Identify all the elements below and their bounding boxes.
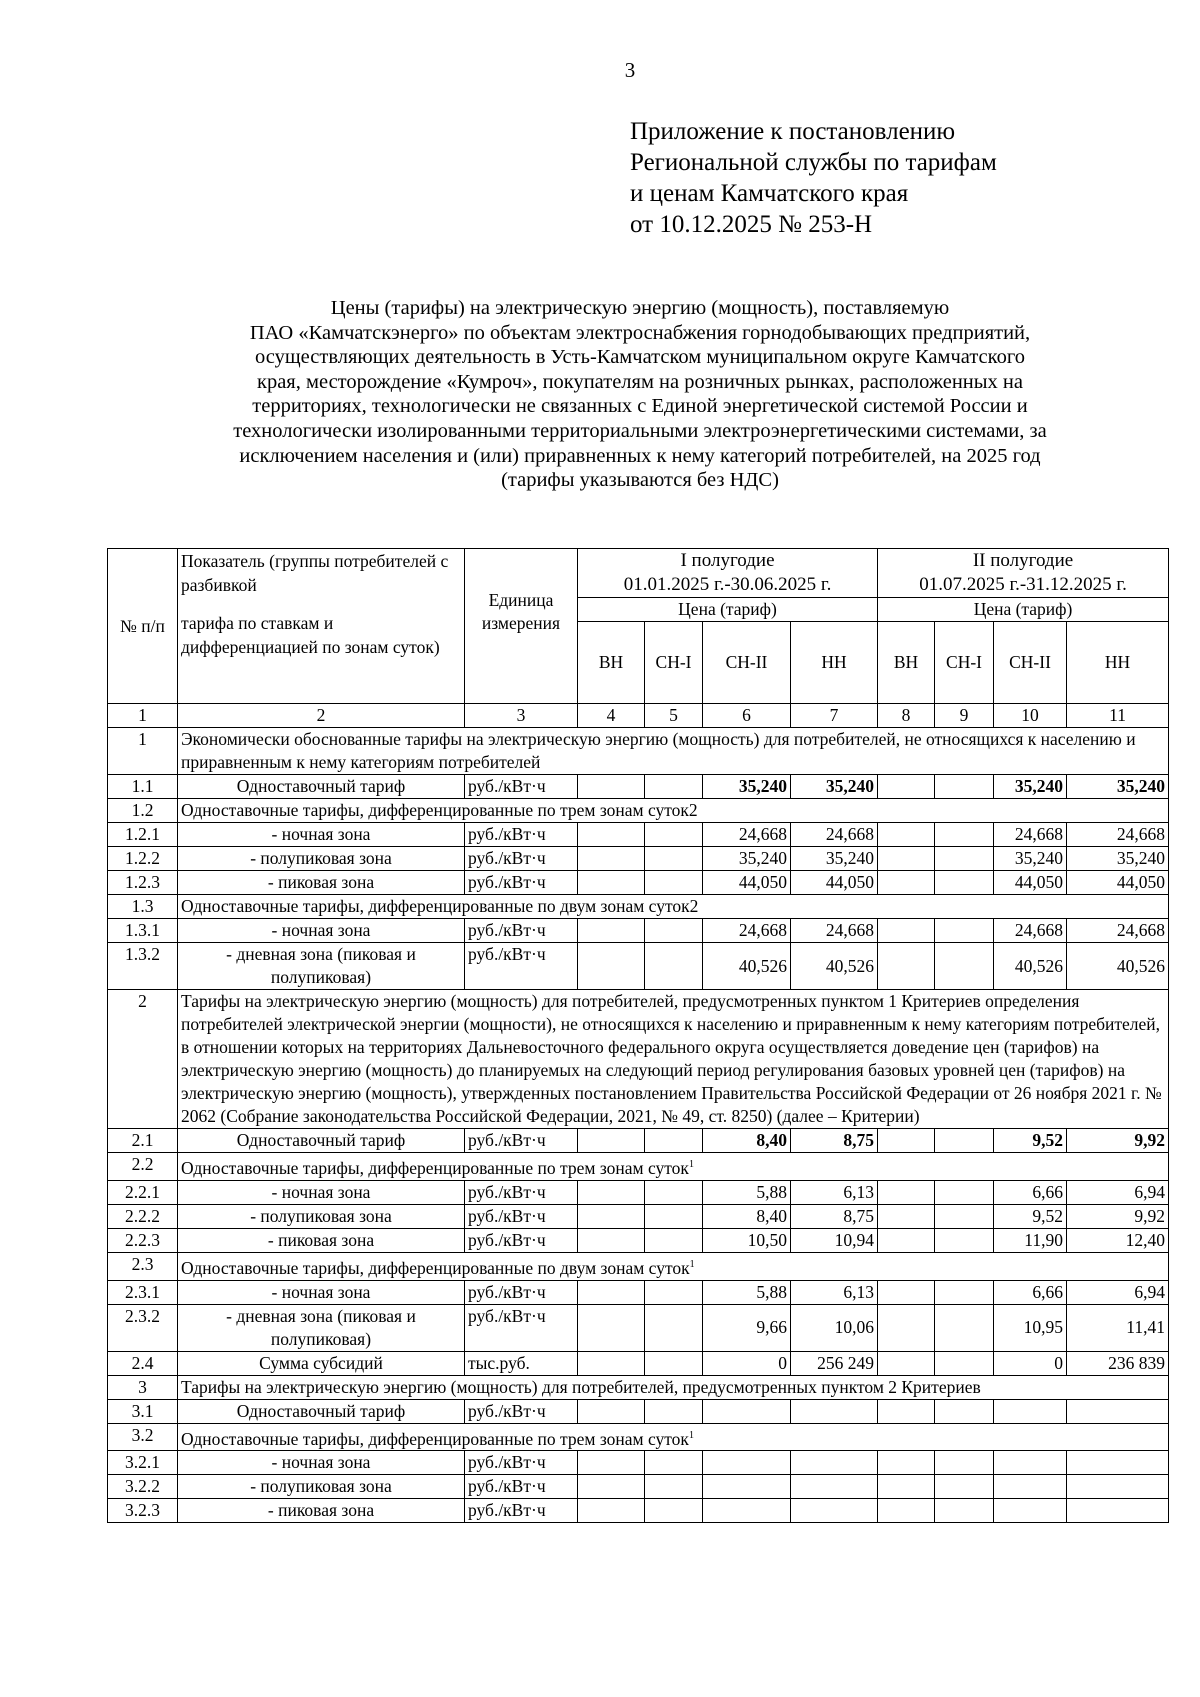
price-cell	[645, 919, 703, 943]
title-line: Цены (тарифы) на электрическую энергию (мощность), поставляемую	[330, 297, 950, 319]
section-text-content: Одноставочные тарифы, дифференцированные по трем зонам суток2	[181, 800, 698, 820]
price-cell: 40,526	[703, 943, 791, 990]
header-num: № п/п	[108, 549, 178, 704]
price-cell	[935, 1129, 994, 1153]
section-text	[178, 799, 1169, 823]
section-text-content: Одноставочные тарифы, дифференцированные по трем зонам суток	[181, 1428, 689, 1449]
half2-period: II полугодие	[972, 550, 1074, 571]
price-cell	[645, 1204, 703, 1228]
price-cell: 35,240	[791, 847, 878, 871]
price-cell	[703, 1451, 791, 1475]
row-number: 2.2.2	[108, 1204, 178, 1228]
price-cell: 44,050	[1067, 871, 1169, 895]
price-cell	[791, 1399, 878, 1423]
title-line: осуществляющих деятельность в Усть-Камчатском муниципальном округе Камчатского	[255, 346, 1025, 369]
row-number: 3.1	[108, 1399, 178, 1423]
price-cell	[703, 1499, 791, 1523]
footnote-marker: 1	[689, 1258, 695, 1270]
row-number: 2.2	[108, 1153, 178, 1181]
section-text-content: Тарифы на электрическую энергию (мощность) для потребителей, предусмотренных пунктом 2 Критериев	[181, 1376, 981, 1397]
indicator-name: - ночная зона	[178, 1451, 465, 1475]
row-number: 1.2	[108, 799, 178, 823]
half1-dates: 01.01.2025 г.-30.06.2025 г.	[623, 574, 832, 595]
price-cell: 6,13	[791, 1180, 878, 1204]
column-number: 11	[1067, 704, 1169, 728]
row-number: 3.2.2	[108, 1475, 178, 1499]
indicator-name: - пиковая зона	[178, 1228, 465, 1252]
title-line: (тарифы указываются без НДС)	[501, 469, 779, 492]
section-row	[108, 895, 1169, 919]
indicator-name: - дневная зона (пиковая и полупиковая)	[178, 943, 465, 990]
price-cell	[878, 871, 935, 895]
price-cell	[878, 1499, 935, 1523]
section-text-content: Одноставочные тарифы, дифференцированные по трем зонам суток	[181, 1157, 689, 1178]
price-cell: 0	[994, 1351, 1067, 1375]
price-cell	[994, 1475, 1067, 1499]
price-cell: 0	[703, 1351, 791, 1375]
row-number: 3.2.1	[108, 1451, 178, 1475]
price-cell: 8,75	[791, 1204, 878, 1228]
appendix-line: Региональной службы по тарифам	[630, 149, 997, 176]
price-cell	[935, 1280, 994, 1304]
price-cell: 24,668	[791, 823, 878, 847]
price-cell	[878, 1280, 935, 1304]
table-row	[108, 1475, 1169, 1499]
price-cell	[578, 1180, 645, 1204]
row-number: 1.3.1	[108, 919, 178, 943]
price-cell	[645, 943, 703, 990]
header-price-2: Цена (тариф)	[878, 598, 1169, 622]
header-level: ВН	[578, 622, 645, 704]
tariff-table	[107, 548, 1169, 1523]
half2-dates: 01.07.2025 г.-31.12.2025 г.	[919, 574, 1127, 595]
price-cell	[703, 1399, 791, 1423]
price-cell	[878, 1180, 935, 1204]
table-row	[108, 1351, 1169, 1375]
row-number: 2.1	[108, 1129, 178, 1153]
title-line: исключением населения и (или) приравненных к нему категорий потребителей, на 2025 год	[239, 444, 1041, 467]
unit: руб./кВт·ч	[465, 943, 578, 990]
column-number: 6	[703, 704, 791, 728]
section-text	[178, 990, 1169, 1129]
price-cell	[578, 1399, 645, 1423]
price-cell	[878, 919, 935, 943]
price-cell	[578, 1475, 645, 1499]
indicator-name: Одноставочный тариф	[178, 775, 465, 799]
price-cell	[578, 823, 645, 847]
header-level: НН	[1067, 622, 1169, 704]
row-number: 2.2.3	[108, 1228, 178, 1252]
price-cell: 6,66	[994, 1180, 1067, 1204]
price-cell: 6,13	[791, 1280, 878, 1304]
table-row	[108, 1451, 1169, 1475]
price-cell: 10,06	[791, 1304, 878, 1351]
price-cell	[578, 871, 645, 895]
unit: руб./кВт·ч	[465, 871, 578, 895]
column-number: 7	[791, 704, 878, 728]
indicator-name: Одноставочный тариф	[178, 1399, 465, 1423]
footnote-marker: 1	[688, 1159, 694, 1170]
price-cell	[645, 1304, 703, 1351]
price-cell	[935, 1351, 994, 1375]
price-cell	[935, 1475, 994, 1499]
price-cell	[935, 775, 994, 799]
title-line: территориях, технологически не связанных с Единой энергетической системой России и	[252, 395, 1028, 418]
price-cell	[645, 1499, 703, 1523]
price-cell: 12,40	[1067, 1228, 1169, 1252]
header-level: СН-I	[935, 622, 994, 704]
header-level: СН-II	[703, 622, 791, 704]
price-cell	[791, 1475, 878, 1499]
indicator-name: - дневная зона (пиковая и полупиковая)	[178, 1304, 465, 1351]
price-cell	[578, 1228, 645, 1252]
price-cell	[1067, 1399, 1169, 1423]
unit: руб./кВт·ч	[465, 1180, 578, 1204]
indicator-name: - полупиковая зона	[178, 1475, 465, 1499]
unit: руб./кВт·ч	[465, 823, 578, 847]
header-level: СН-I	[645, 622, 703, 704]
table-row	[108, 1129, 1169, 1153]
price-cell: 35,240	[994, 847, 1067, 871]
price-cell: 35,240	[1067, 847, 1169, 871]
price-cell	[935, 943, 994, 990]
price-cell	[578, 1280, 645, 1304]
half1-period: I полугодие	[680, 550, 775, 571]
price-cell: 35,240	[703, 775, 791, 799]
row-number: 2.3	[108, 1252, 178, 1280]
row-number: 3.2.3	[108, 1499, 178, 1523]
price-cell: 8,40	[703, 1129, 791, 1153]
row-number: 1.1	[108, 775, 178, 799]
unit: руб./кВт·ч	[465, 1499, 578, 1523]
row-number: 1.3.2	[108, 943, 178, 990]
indicator-name: - пиковая зона	[178, 871, 465, 895]
price-cell	[935, 1499, 994, 1523]
price-cell	[578, 1351, 645, 1375]
price-cell: 35,240	[994, 775, 1067, 799]
price-cell: 24,668	[994, 919, 1067, 943]
price-cell	[994, 1499, 1067, 1523]
section-text	[178, 1252, 1169, 1280]
price-cell: 24,668	[791, 919, 878, 943]
section-text	[178, 1153, 1169, 1181]
price-cell: 11,90	[994, 1228, 1067, 1252]
price-cell	[791, 1451, 878, 1475]
column-number: 8	[878, 704, 935, 728]
row-number: 2.4	[108, 1351, 178, 1375]
row-number: 1.2.2	[108, 847, 178, 871]
table-row	[108, 1499, 1169, 1523]
table-row	[108, 919, 1169, 943]
price-cell: 8,40	[703, 1204, 791, 1228]
indicator-name: Одноставочный тариф	[178, 1129, 465, 1153]
price-cell	[935, 1451, 994, 1475]
price-cell	[994, 1451, 1067, 1475]
price-cell	[578, 919, 645, 943]
table-row	[108, 1304, 1169, 1351]
price-cell	[578, 943, 645, 990]
title-line: края, месторождение «Кумроч», покупателям на розничных рынках, расположенных на	[257, 370, 1023, 393]
price-cell: 24,668	[703, 919, 791, 943]
column-number: 1	[108, 704, 178, 728]
price-cell	[878, 1451, 935, 1475]
price-cell	[645, 847, 703, 871]
price-cell	[645, 1180, 703, 1204]
row-number: 1	[108, 728, 178, 775]
table-row	[108, 775, 1169, 799]
header-level: ВН	[878, 622, 935, 704]
price-cell: 44,050	[994, 871, 1067, 895]
section-text-content: Экономически обоснованные тарифы на электрическую энергию (мощность) для потребителей, не относящихся к населению и приравненным к нему категориям потребителей	[181, 729, 1136, 772]
price-cell	[645, 1228, 703, 1252]
section-text	[178, 1375, 1169, 1399]
header-level: СН-II	[994, 622, 1067, 704]
section-row	[108, 728, 1169, 775]
unit: тыс.руб.	[465, 1351, 578, 1375]
unit: руб./кВт·ч	[465, 1228, 578, 1252]
header-unit: Единица измерения	[465, 549, 578, 704]
indicator-name: - пиковая зона	[178, 1499, 465, 1523]
price-cell	[878, 1475, 935, 1499]
appendix-heading	[630, 116, 997, 240]
document-title	[120, 296, 1160, 493]
price-cell	[578, 775, 645, 799]
row-number: 3.2	[108, 1423, 178, 1451]
table-row	[108, 823, 1169, 847]
table-row	[108, 1280, 1169, 1304]
section-text	[178, 728, 1169, 775]
price-cell	[878, 1351, 935, 1375]
column-number: 4	[578, 704, 645, 728]
row-number: 2.3.1	[108, 1280, 178, 1304]
indicator-name: - ночная зона	[178, 1280, 465, 1304]
price-cell	[1067, 1499, 1169, 1523]
price-cell: 35,240	[703, 847, 791, 871]
price-cell: 9,66	[703, 1304, 791, 1351]
price-cell: 10,50	[703, 1228, 791, 1252]
section-text	[178, 1423, 1169, 1451]
section-row	[108, 1423, 1169, 1451]
row-number: 1.2.1	[108, 823, 178, 847]
column-number: 10	[994, 704, 1067, 728]
price-cell: 10,94	[791, 1228, 878, 1252]
price-cell: 11,41	[1067, 1304, 1169, 1351]
header-indicator	[178, 549, 465, 704]
section-text-content: Одноставочные тарифы, дифференцированные по двум зонам суток2	[181, 896, 699, 916]
table-row	[108, 943, 1169, 990]
row-number: 3	[108, 1375, 178, 1399]
unit: руб./кВт·ч	[465, 1280, 578, 1304]
price-cell	[878, 1204, 935, 1228]
price-cell: 24,668	[994, 823, 1067, 847]
price-cell	[645, 1129, 703, 1153]
price-cell	[935, 1180, 994, 1204]
header-indicator-line2: тарифа по ставкам и дифференциацией по зонам суток)	[181, 613, 440, 657]
column-number: 5	[645, 704, 703, 728]
appendix-line: Приложение к постановлению	[630, 118, 956, 145]
price-cell: 9,52	[994, 1129, 1067, 1153]
page-number: 3	[624, 58, 636, 82]
price-cell: 35,240	[1067, 775, 1169, 799]
price-cell: 24,668	[1067, 823, 1169, 847]
price-cell: 24,668	[1067, 919, 1169, 943]
price-cell	[1067, 1451, 1169, 1475]
price-cell: 236 839	[1067, 1351, 1169, 1375]
price-cell	[878, 943, 935, 990]
price-cell: 6,66	[994, 1280, 1067, 1304]
appendix-line: от 10.12.2025 № 253-Н	[630, 211, 873, 238]
price-cell	[1067, 1475, 1169, 1499]
price-cell	[878, 1228, 935, 1252]
price-cell	[878, 1399, 935, 1423]
price-cell: 5,88	[703, 1180, 791, 1204]
price-cell	[935, 1399, 994, 1423]
table-row	[108, 847, 1169, 871]
section-row	[108, 1375, 1169, 1399]
table-row	[108, 1228, 1169, 1252]
header-price-1: Цена (тариф)	[578, 598, 878, 622]
price-cell	[935, 1228, 994, 1252]
header-half2	[878, 549, 1169, 598]
price-cell: 40,526	[1067, 943, 1169, 990]
price-cell	[935, 919, 994, 943]
price-cell	[645, 871, 703, 895]
price-cell	[578, 847, 645, 871]
price-cell	[878, 1129, 935, 1153]
price-cell: 10,95	[994, 1304, 1067, 1351]
price-cell: 6,94	[1067, 1280, 1169, 1304]
row-number: 2.2.1	[108, 1180, 178, 1204]
unit: руб./кВт·ч	[465, 1304, 578, 1351]
price-cell	[645, 1280, 703, 1304]
unit: руб./кВт·ч	[465, 1399, 578, 1423]
unit: руб./кВт·ч	[465, 1451, 578, 1475]
price-cell	[578, 1499, 645, 1523]
price-cell: 40,526	[994, 943, 1067, 990]
appendix-line: и ценам Камчатского края	[630, 180, 909, 207]
price-cell	[578, 1129, 645, 1153]
header-half1	[578, 549, 878, 598]
price-cell: 44,050	[703, 871, 791, 895]
price-cell	[703, 1475, 791, 1499]
section-row	[108, 799, 1169, 823]
unit: руб./кВт·ч	[465, 1475, 578, 1499]
row-number: 1.2.3	[108, 871, 178, 895]
unit: руб./кВт·ч	[465, 1204, 578, 1228]
table-row	[108, 871, 1169, 895]
footnote-marker: 1	[688, 1429, 694, 1441]
price-cell: 8,75	[791, 1129, 878, 1153]
price-cell: 5,88	[703, 1280, 791, 1304]
price-cell	[645, 1351, 703, 1375]
section-text	[178, 895, 1169, 919]
price-cell	[578, 1304, 645, 1351]
section-row	[108, 1252, 1169, 1280]
column-number: 3	[465, 704, 578, 728]
section-text-content: Одноставочные тарифы, дифференцированные по двум зонам суток	[181, 1257, 690, 1278]
table-row	[108, 1399, 1169, 1423]
price-cell	[935, 1204, 994, 1228]
price-cell: 9,92	[1067, 1204, 1169, 1228]
price-cell	[935, 1304, 994, 1351]
price-cell	[878, 847, 935, 871]
column-number: 9	[935, 704, 994, 728]
unit: руб./кВт·ч	[465, 1129, 578, 1153]
indicator-name: - ночная зона	[178, 1180, 465, 1204]
table-row	[108, 1204, 1169, 1228]
price-cell: 24,668	[703, 823, 791, 847]
row-number: 2.3.2	[108, 1304, 178, 1351]
price-cell	[645, 1399, 703, 1423]
price-cell	[878, 1304, 935, 1351]
row-number: 2	[108, 990, 178, 1129]
indicator-name: Сумма субсидий	[178, 1351, 465, 1375]
unit: руб./кВт·ч	[465, 919, 578, 943]
indicator-name: - полупиковая зона	[178, 1204, 465, 1228]
price-cell	[994, 1399, 1067, 1423]
price-cell: 44,050	[791, 871, 878, 895]
price-cell	[645, 823, 703, 847]
price-cell: 35,240	[791, 775, 878, 799]
price-cell: 9,92	[1067, 1129, 1169, 1153]
header-indicator-line1: Показатель (группы потребителей с разбивкой	[181, 551, 449, 595]
title-line: ПАО «Камчатскэнерго» по объектам электроснабжения горнодобывающих предприятий,	[249, 321, 1031, 344]
section-row	[108, 1153, 1169, 1181]
price-cell: 6,94	[1067, 1180, 1169, 1204]
price-cell	[935, 847, 994, 871]
price-cell: 40,526	[791, 943, 878, 990]
price-cell	[645, 775, 703, 799]
price-cell	[791, 1499, 878, 1523]
section-row	[108, 990, 1169, 1129]
indicator-name: - полупиковая зона	[178, 847, 465, 871]
table-row	[108, 1180, 1169, 1204]
price-cell: 256 249	[791, 1351, 878, 1375]
price-cell	[878, 775, 935, 799]
unit: руб./кВт·ч	[465, 775, 578, 799]
price-cell	[578, 1204, 645, 1228]
price-cell	[645, 1475, 703, 1499]
price-cell	[578, 1451, 645, 1475]
section-text-content: Тарифы на электрическую энергию (мощность) для потребителей, предусмотренных пунктом 1 Критериев определения потребителей электрической энергии (мощности), не относящихся к населению и приравненным к нему категориям потребителей, в отношении которых на территориях Дальневосточного федерального округа осуществляется доведение цен (тарифов) на электрическую энергию (мощность) до планируемых на следующий период регулирования базовых уровней цен (тарифов) на электрическую энергию (мощность), утвержденных постановлением Правительства Российской Федерации от 26 ноября 2021 г. № 2062 (Собрание законодательства Российской Федерации, 2021, № 49, ст. 8250) (далее – Критерии)	[181, 991, 1162, 1126]
indicator-name: - ночная зона	[178, 919, 465, 943]
row-number: 1.3	[108, 895, 178, 919]
header-level: НН	[791, 622, 878, 704]
price-cell	[878, 823, 935, 847]
unit: руб./кВт·ч	[465, 847, 578, 871]
price-cell: 9,52	[994, 1204, 1067, 1228]
title-line: технологически изолированными территориальными электроэнергетическими системами, за	[233, 419, 1047, 442]
indicator-name: - ночная зона	[178, 823, 465, 847]
price-cell	[935, 871, 994, 895]
column-number: 2	[178, 704, 465, 728]
price-cell	[935, 823, 994, 847]
price-cell	[645, 1451, 703, 1475]
